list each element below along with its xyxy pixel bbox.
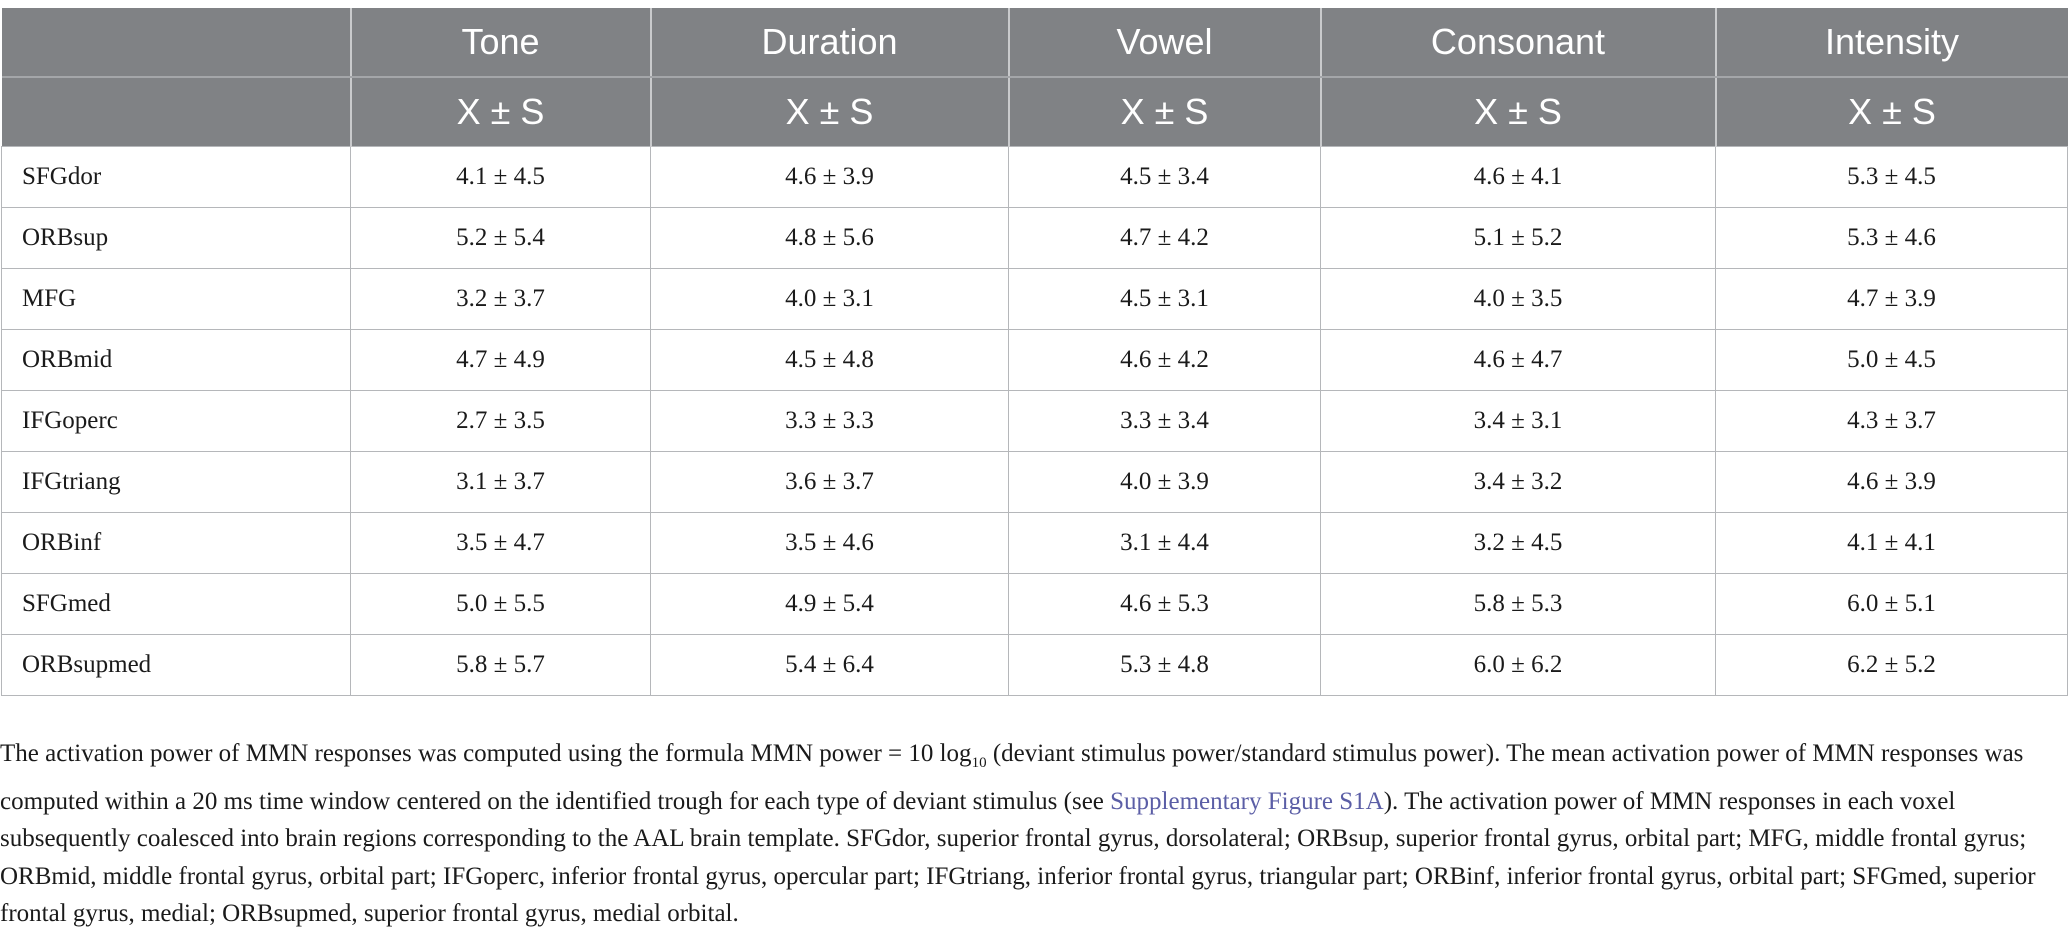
- cell-consonant: 5.8 ± 5.3: [1321, 574, 1716, 635]
- cell-vowel: 4.7 ± 4.2: [1009, 208, 1321, 269]
- cell-intensity: 5.0 ± 4.5: [1716, 330, 2068, 391]
- cell-vowel: 3.1 ± 4.4: [1009, 513, 1321, 574]
- cell-tone: 3.1 ± 3.7: [351, 452, 651, 513]
- row-label: IFGtriang: [2, 452, 351, 513]
- header-vowel: Vowel: [1009, 8, 1321, 77]
- row-label: ORBinf: [2, 513, 351, 574]
- cell-tone: 5.0 ± 5.5: [351, 574, 651, 635]
- subheader-empty: [2, 77, 351, 147]
- cell-vowel: 4.5 ± 3.1: [1009, 269, 1321, 330]
- cell-consonant: 5.1 ± 5.2: [1321, 208, 1716, 269]
- table-row: [2, 147, 2068, 208]
- cell-duration: 4.6 ± 3.9: [651, 147, 1009, 208]
- table-row: [2, 391, 2068, 452]
- subheader-tone: X ± S: [351, 77, 651, 147]
- cell-tone: 5.2 ± 5.4: [351, 208, 651, 269]
- footnote-text-3: ). The activation power of MMN responses in each voxel subsequently coalesced into brain regions corresponding to the AAL brain template. SFGdor, superior frontal gyrus, dorsolateral; ORBsup, superior frontal gyrus, orbital part; MFG, middle frontal gyrus; ORBmid, middle frontal gyrus, orbital part; IFGoperc, inferior frontal gyrus, opercular part; IFGtriang, inferior frontal gyrus, triangular part; ORBinf, inferior frontal gyrus, orbital part; SFGmed, superior frontal gyrus, medial; ORBsupmed, superior frontal gyrus, medial orbital.: [0, 787, 2036, 927]
- cell-duration: 5.4 ± 6.4: [651, 635, 1009, 696]
- subheader-row: [2, 77, 2068, 147]
- mmn-power-table: [1, 8, 2068, 696]
- cell-duration: 3.6 ± 3.7: [651, 452, 1009, 513]
- row-label: ORBmid: [2, 330, 351, 391]
- cell-tone: 2.7 ± 3.5: [351, 391, 651, 452]
- cell-tone: 3.2 ± 3.7: [351, 269, 651, 330]
- footnote-text-2: (deviant stimulus power/standard stimulus power). The mean activation power of MMN responses was computed within a 20 ms time window centered on the identified trough for each type of deviant stimulus (see: [0, 740, 2024, 815]
- header-empty: [2, 8, 351, 77]
- cell-consonant: 4.6 ± 4.1: [1321, 147, 1716, 208]
- cell-consonant: 4.6 ± 4.7: [1321, 330, 1716, 391]
- row-label: ORBsup: [2, 208, 351, 269]
- row-label: SFGdor: [2, 147, 351, 208]
- table-row: [2, 452, 2068, 513]
- cell-tone: 5.8 ± 5.7: [351, 635, 651, 696]
- header-intensity: Intensity: [1716, 8, 2068, 77]
- cell-consonant: 3.4 ± 3.2: [1321, 452, 1716, 513]
- cell-vowel: 3.3 ± 3.4: [1009, 391, 1321, 452]
- table-row: [2, 269, 2068, 330]
- cell-intensity: 4.1 ± 4.1: [1716, 513, 2068, 574]
- subheader-duration: X ± S: [651, 77, 1009, 147]
- cell-intensity: 4.6 ± 3.9: [1716, 452, 2068, 513]
- cell-vowel: 5.3 ± 4.8: [1009, 635, 1321, 696]
- cell-duration: 4.9 ± 5.4: [651, 574, 1009, 635]
- subheader-vowel: X ± S: [1009, 77, 1321, 147]
- table-container: [0, 8, 2068, 696]
- footnote-text-1: The activation power of MMN responses was computed using the formula MMN power = 10 log: [0, 740, 972, 767]
- row-label: MFG: [2, 269, 351, 330]
- header-consonant: Consonant: [1321, 8, 1716, 77]
- cell-consonant: 6.0 ± 6.2: [1321, 635, 1716, 696]
- footnote-subscript: 10: [971, 755, 987, 771]
- table-footnote: [0, 735, 2050, 933]
- table-row: [2, 513, 2068, 574]
- table-body: [2, 147, 2068, 696]
- cell-consonant: 3.2 ± 4.5: [1321, 513, 1716, 574]
- row-label: SFGmed: [2, 574, 351, 635]
- row-label: ORBsupmed: [2, 635, 351, 696]
- table-row: [2, 330, 2068, 391]
- header-row: [2, 8, 2068, 77]
- header-tone: Tone: [351, 8, 651, 77]
- cell-tone: 4.1 ± 4.5: [351, 147, 651, 208]
- cell-duration: 4.0 ± 3.1: [651, 269, 1009, 330]
- row-label: IFGoperc: [2, 391, 351, 452]
- cell-vowel: 4.5 ± 3.4: [1009, 147, 1321, 208]
- cell-intensity: 4.7 ± 3.9: [1716, 269, 2068, 330]
- cell-duration: 3.3 ± 3.3: [651, 391, 1009, 452]
- cell-intensity: 6.2 ± 5.2: [1716, 635, 2068, 696]
- table-row: [2, 635, 2068, 696]
- cell-intensity: 5.3 ± 4.5: [1716, 147, 2068, 208]
- cell-tone: 3.5 ± 4.7: [351, 513, 651, 574]
- header-duration: Duration: [651, 8, 1009, 77]
- cell-tone: 4.7 ± 4.9: [351, 330, 651, 391]
- cell-vowel: 4.6 ± 4.2: [1009, 330, 1321, 391]
- cell-consonant: 4.0 ± 3.5: [1321, 269, 1716, 330]
- table-row: [2, 574, 2068, 635]
- cell-duration: 4.8 ± 5.6: [651, 208, 1009, 269]
- cell-intensity: 6.0 ± 5.1: [1716, 574, 2068, 635]
- cell-vowel: 4.6 ± 5.3: [1009, 574, 1321, 635]
- cell-consonant: 3.4 ± 3.1: [1321, 391, 1716, 452]
- subheader-intensity: X ± S: [1716, 77, 2068, 147]
- cell-duration: 3.5 ± 4.6: [651, 513, 1009, 574]
- cell-intensity: 4.3 ± 3.7: [1716, 391, 2068, 452]
- cell-vowel: 4.0 ± 3.9: [1009, 452, 1321, 513]
- cell-intensity: 5.3 ± 4.6: [1716, 208, 2068, 269]
- cell-duration: 4.5 ± 4.8: [651, 330, 1009, 391]
- supplementary-figure-link[interactable]: Supplementary Figure S1A: [1110, 787, 1384, 815]
- subheader-consonant: X ± S: [1321, 77, 1716, 147]
- table-row: [2, 208, 2068, 269]
